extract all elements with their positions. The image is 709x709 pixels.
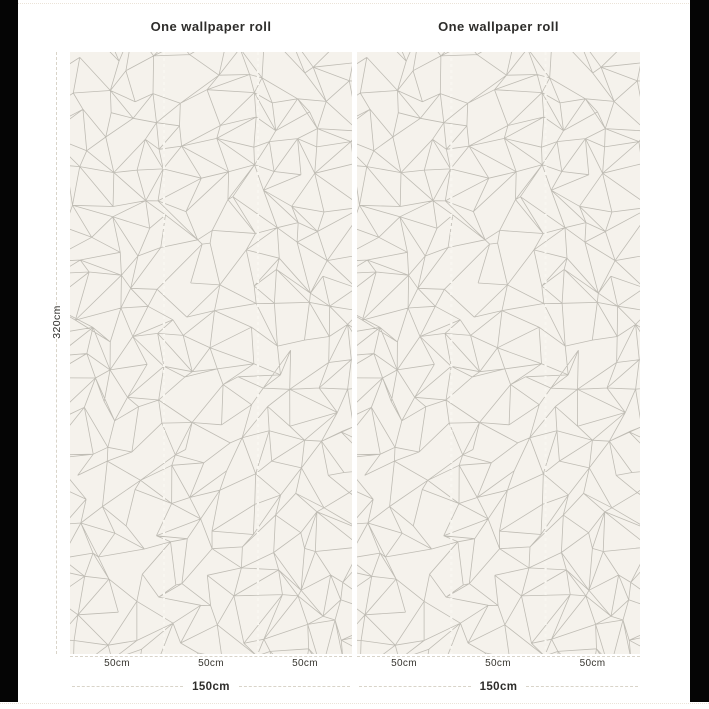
strip-width-label: 50cm xyxy=(579,658,606,669)
right-black-bar xyxy=(690,0,709,702)
panel-bottom-dashed-rule-left xyxy=(70,656,352,657)
width-dimension-line xyxy=(72,686,183,687)
width-dimension-right xyxy=(359,679,638,694)
wallpaper-panel-right xyxy=(357,52,640,654)
bottom-dotted-rule xyxy=(0,703,709,704)
width-dimension-left xyxy=(72,679,350,694)
width-dimension-label: 150cm xyxy=(479,680,518,693)
strip-width-label: 50cm xyxy=(391,658,417,669)
crackle-pattern-left xyxy=(70,52,352,654)
height-dimension-line-lower xyxy=(56,334,57,654)
roll-title-right: One wallpaper roll xyxy=(438,19,559,34)
crackle-pattern-right xyxy=(357,52,640,654)
crackle-web-lines xyxy=(357,52,640,654)
width-dimension-line xyxy=(359,686,471,687)
width-dimension-line xyxy=(239,686,350,687)
left-black-bar xyxy=(0,0,18,702)
strip-width-label: 50cm xyxy=(198,658,224,669)
width-dimension-line xyxy=(526,686,638,687)
height-dimension xyxy=(49,52,64,654)
height-dimension-label: 320cm xyxy=(50,305,63,339)
wallpaper-panel-left xyxy=(70,52,352,654)
top-dotted-rule xyxy=(0,3,709,4)
crackle-web-lines xyxy=(70,52,352,654)
strip-width-label: 50cm xyxy=(104,658,130,669)
strip-width-label: 50cm xyxy=(292,658,318,669)
roll-title-left: One wallpaper roll xyxy=(150,19,272,34)
width-dimension-label: 150cm xyxy=(192,680,230,693)
height-dimension-line-upper xyxy=(56,52,57,310)
panel-bottom-dashed-rule-right xyxy=(357,656,640,657)
strip-width-label: 50cm xyxy=(485,658,511,669)
